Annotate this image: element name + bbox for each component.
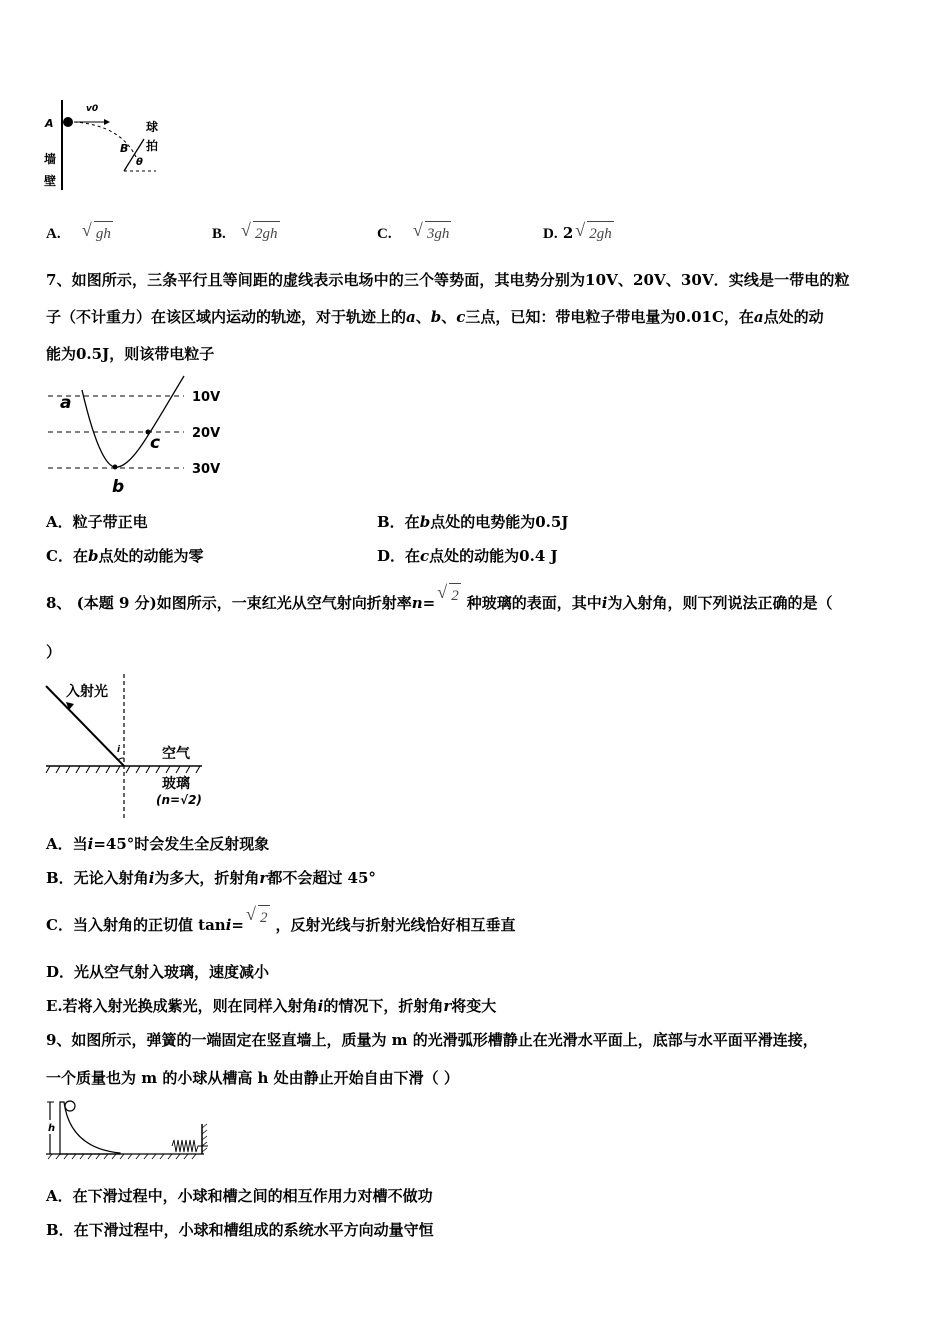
q9-line-1: 9、如图所示，弹簧的一端固定在竖直墙上，质量为 m 的光滑弧形槽静止在光滑水平面上，底部与水平面平滑连接，	[46, 1031, 818, 1049]
q6-option-b[interactable]	[212, 221, 280, 246]
option-var: r	[443, 997, 452, 1015]
option-text: 点处的电势能为0.5J	[430, 513, 569, 531]
ball-a	[63, 117, 73, 127]
sqrt-expr	[243, 221, 280, 246]
q7-option-c[interactable]	[46, 544, 203, 568]
option-label: C.	[377, 226, 392, 242]
wall-char-1: 墙	[44, 152, 57, 166]
option-text: B．无论入射角	[46, 869, 149, 887]
wall-char-2: 壁	[44, 174, 57, 188]
sqrt-radicand: 2gh	[253, 221, 280, 246]
point-b-label: B	[120, 142, 129, 155]
sqrt-radicand: 3gh	[425, 221, 452, 246]
option-var: b	[419, 513, 431, 531]
q7-option-d[interactable]	[377, 544, 558, 568]
q9-option-a[interactable]: A．在下滑过程中，小球和槽之间的相互作用力对槽不做功	[46, 1187, 433, 1205]
sqrt-expr	[577, 221, 614, 246]
option-label: A.	[46, 226, 61, 242]
floor-hatching	[48, 1154, 196, 1159]
q8-option-a[interactable]	[46, 832, 269, 856]
option-text: A．当	[46, 835, 88, 853]
q8-option-c[interactable]	[46, 910, 516, 938]
n-label: (n=√2)	[156, 793, 202, 807]
racket-char-1: 球	[146, 120, 159, 134]
option-text: =	[231, 916, 244, 934]
q8-var-n: n=	[411, 594, 436, 612]
option-text: 的情况下，折射角	[323, 997, 444, 1015]
q7-line-1: 7、如图所示，三条平行且等间距的虚线表示电场中的三个等势面，其电势分别为10V、20V、30V．实线是一带电的粒	[46, 271, 850, 289]
label-20v: 20V	[192, 426, 221, 441]
option-text: B．在	[377, 513, 420, 531]
option-text: C．在	[46, 547, 88, 565]
v0-label: v0	[86, 104, 99, 114]
option-var: r	[259, 869, 268, 887]
point-a-label: A	[45, 117, 54, 130]
option-text: 都不会超过 45°	[267, 869, 376, 887]
q8-var-i: i	[601, 594, 608, 612]
option-text: ，反射光线与折射光线恰好相互垂直	[275, 916, 516, 934]
sqrt-expr	[439, 583, 461, 608]
glass-label: 玻璃	[162, 776, 190, 792]
q8-figure	[44, 672, 214, 822]
option-label: B.	[212, 226, 226, 242]
point-b	[113, 465, 118, 470]
theta-label: θ	[136, 157, 143, 168]
angle-i-label: i	[117, 745, 121, 755]
option-var: i	[148, 869, 155, 887]
sqrt-expr	[248, 905, 270, 930]
option-text: =45°时会发生全反射现象	[93, 835, 270, 853]
q7-text: 、	[441, 308, 457, 326]
option-text: C．当入射角的正切值 tan	[46, 916, 226, 934]
q8-text: 种玻璃的表面，其中	[466, 594, 602, 612]
hatching	[46, 766, 200, 773]
option-var: i	[317, 997, 324, 1015]
height-label: h	[48, 1123, 56, 1134]
q8-line-1	[46, 588, 833, 616]
ball	[65, 1101, 75, 1111]
option-text: E.若将入射光换成紫光，则在同样入射角	[46, 997, 318, 1015]
option-text: 将变大	[451, 997, 497, 1015]
coefficient: 2	[562, 224, 574, 242]
incident-label: 入射光	[66, 684, 108, 700]
q6-option-a[interactable]	[46, 221, 113, 246]
q7-var-b: b	[430, 308, 442, 326]
label-a: a	[60, 393, 72, 413]
option-text: 为多大，折射角	[154, 869, 260, 887]
q8-text: 为入射角，则下列说法正确的是（	[607, 594, 833, 612]
sqrt-expr	[84, 221, 113, 246]
option-label: D.	[543, 226, 558, 242]
angle-arc	[118, 758, 124, 760]
q8-option-b[interactable]	[46, 866, 376, 890]
q6-figure	[40, 95, 170, 195]
sqrt-radicand: gh	[94, 221, 113, 246]
q9-line-2: 一个质量也为 m 的小球从槽高 h 处由静止开始自由下滑（ ）	[46, 1069, 459, 1087]
label-b: b	[112, 477, 125, 497]
q8-line-2: ）	[46, 643, 62, 661]
option-text: D．在	[377, 547, 421, 565]
option-var: i	[225, 916, 232, 934]
q7-line-3: 能为0.5J，则该带电粒子	[46, 345, 215, 363]
q8-option-d[interactable]: D．光从空气射入玻璃，速度减小	[46, 963, 270, 981]
q7-line-2	[46, 305, 824, 329]
q7-option-a[interactable]: A．粒子带正电	[46, 513, 148, 531]
sqrt-radicand: 2	[258, 905, 270, 930]
q9-figure	[44, 1096, 210, 1162]
option-text: 点处的动能为0.4 J	[429, 547, 558, 565]
sqrt-radicand: 2gh	[587, 221, 614, 246]
option-var: i	[87, 835, 94, 853]
q6-option-c[interactable]	[377, 221, 451, 246]
q6-option-d[interactable]	[543, 221, 614, 246]
q7-text: 点处的动	[763, 308, 824, 326]
label-c: c	[150, 433, 161, 453]
q7-option-b[interactable]	[377, 510, 568, 534]
racket-char-2: 拍	[146, 139, 159, 153]
option-var: c	[420, 547, 430, 565]
label-10v: 10V	[192, 390, 221, 405]
sqrt-expr	[415, 221, 452, 246]
q8-option-e[interactable]	[46, 994, 496, 1018]
q7-var-a: a	[753, 308, 764, 326]
sqrt-radicand: 2	[449, 583, 461, 608]
q9-option-b[interactable]: B．在下滑过程中，小球和槽组成的系统水平方向动量守恒	[46, 1221, 434, 1239]
label-30v: 30V	[192, 462, 221, 477]
arrowhead	[104, 119, 110, 125]
q7-var-c: c	[456, 308, 466, 326]
q7-text: 三点，已知：带电粒子带电量为0.01C，在	[465, 308, 754, 326]
q7-figure	[46, 372, 236, 498]
q7-text: 子（不计重力）在该区域内运动的轨迹，对于轨迹上的	[46, 308, 407, 326]
q7-text: 、	[415, 308, 431, 326]
air-label: 空气	[162, 746, 190, 762]
trajectory	[82, 376, 184, 467]
q7-var-a: a	[406, 308, 416, 326]
option-var: b	[87, 547, 99, 565]
q8-text: 8、 (本题 9 分)如图所示，一束红光从空气射向折射率	[46, 594, 412, 612]
option-text: 点处的动能为零	[98, 547, 204, 565]
